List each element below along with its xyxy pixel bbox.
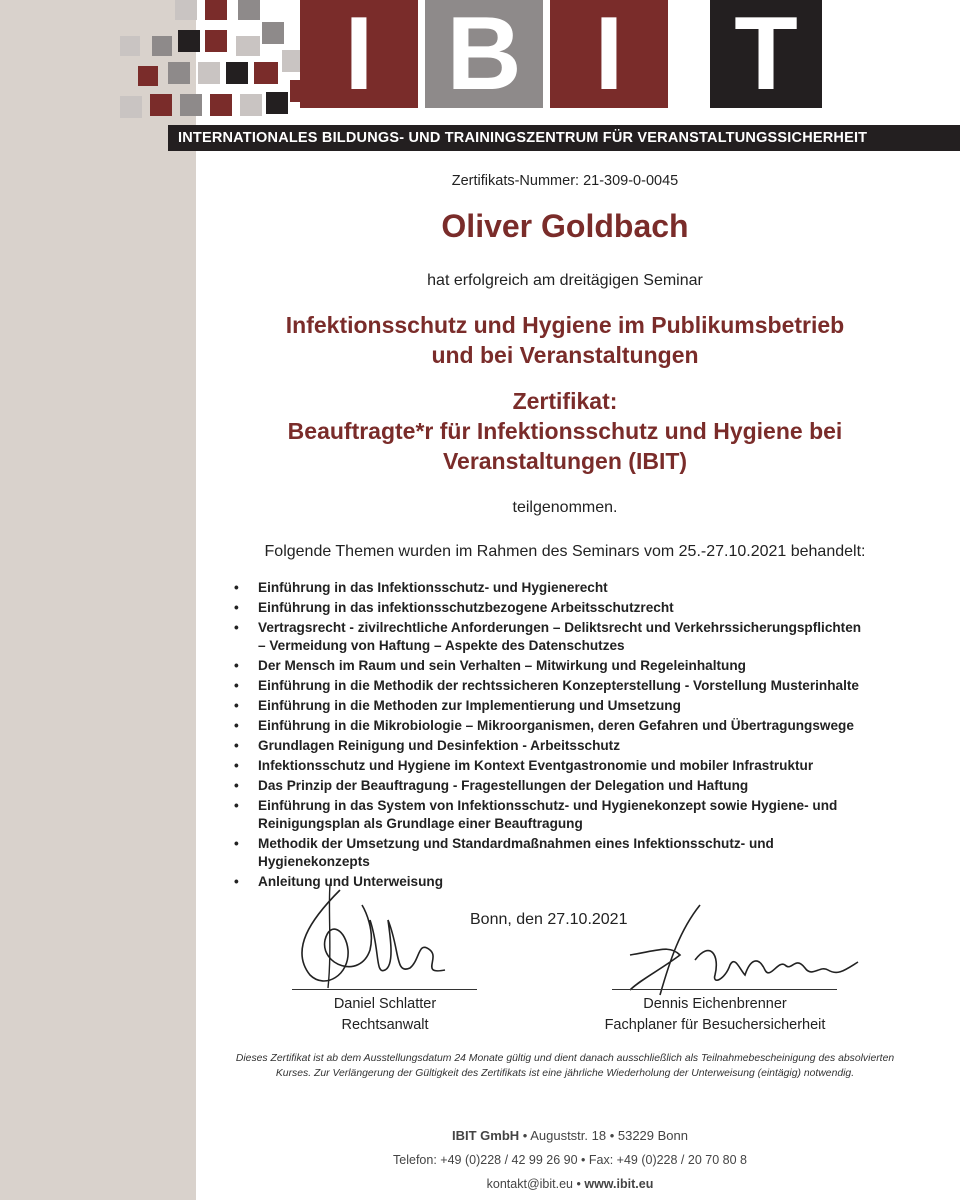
bullet-icon: •: [234, 873, 239, 889]
certificate-title-line-1: Beauftragte*r für Infektionsschutz und Hygiene bei: [287, 418, 843, 444]
certificate-title: [170, 386, 960, 476]
header-logo-mosaic: [0, 0, 960, 125]
participated-text: teilgenommen.: [512, 499, 618, 516]
topic-line: – Vermeidung von Haftung – Aspekte des Datenschutzes: [258, 637, 625, 653]
mosaic-square: [236, 36, 260, 56]
topic-item: [232, 737, 932, 755]
footer-contact: [360, 1177, 780, 1191]
mosaic-square: [205, 0, 227, 20]
bullet-icon: •: [234, 697, 239, 713]
validity-disclaimer: Dieses Zertifikat ist ab dem Ausstellungsdatum 24 Monate gültig und dient danach ausschließlich als Teilnahmebescheinigung des absolvierten Kurses. Zur Verlängerung der Gültigkeit des Zertifikats ist eine jährliche Wiederholung der Unterweisung (eintägig) notwendig.: [235, 1053, 895, 1079]
left-signature-line: [292, 989, 477, 990]
topic-item: [232, 757, 932, 775]
bullet-icon: •: [234, 677, 239, 693]
left-signer-role: Rechtsanwalt: [341, 1017, 429, 1033]
recipient-name: Oliver Goldbach: [441, 208, 689, 244]
bullet-icon: •: [234, 758, 239, 774]
topic-line: Grundlagen Reinigung und Desinfektion - Arbeitsschutz: [258, 738, 621, 754]
mosaic-square: [238, 0, 260, 20]
topic-item: [232, 677, 932, 695]
footer-phone: Telefon: +49 (0)228 / 42 99 26 90 • Fax: +49 (0)228 / 20 70 80 8: [393, 1153, 747, 1167]
topic-line: Das Prinzip der Beauftragung - Fragestellungen der Delegation und Haftung: [258, 778, 749, 794]
right-signer: [580, 994, 850, 1036]
bullet-icon: •: [234, 600, 239, 616]
topic-item: [232, 697, 932, 715]
intro-text: hat erfolgreich am dreitägigen Seminar: [427, 272, 703, 289]
bullet-icon: •: [234, 718, 239, 734]
right-signature-line: [612, 989, 837, 990]
bullet-icon: •: [234, 620, 239, 636]
mosaic-square: [120, 36, 140, 56]
logo-letter-i: I: [300, 0, 418, 108]
bullet-icon: •: [234, 738, 239, 754]
mosaic-square: [178, 30, 200, 52]
mosaic-square: [210, 94, 232, 116]
footer-website[interactable]: www.ibit.eu: [584, 1177, 654, 1191]
mosaic-square: [205, 30, 227, 52]
certificate-title-line-2: Veranstaltungen (IBIT): [442, 448, 688, 474]
topic-line: Einführung in das Infektionsschutz- und Hygienerecht: [258, 580, 608, 595]
topic-item: [232, 619, 932, 654]
footer-separator: •: [573, 1177, 585, 1191]
topic-line: Vertragsrecht - zivilrechtliche Anforderungen – Deliktsrecht und Verkehrssicherungspflichten: [258, 620, 862, 636]
left-signature-drawing: [270, 880, 460, 995]
topic-line: Einführung in die Methodik der rechtssicheren Konzepterstellung - Vorstellung Musterinhalte: [258, 677, 859, 693]
seminar-title-line-1: Infektionsschutz und Hygiene im Publikumsbetrieb: [285, 312, 845, 338]
right-signer-role: Fachplaner für Besuchersicherheit: [604, 1017, 826, 1033]
mosaic-square: [198, 62, 220, 84]
bullet-icon: •: [234, 798, 239, 814]
mosaic-square: [138, 66, 158, 86]
topic-item: [232, 599, 932, 617]
left-signer: [300, 994, 470, 1036]
logo-letter-i-second: I: [550, 0, 668, 108]
mosaic-square: [254, 62, 278, 84]
mosaic-square: [120, 96, 142, 118]
topic-item: [232, 777, 932, 795]
topic-line: Einführung in die Methoden zur Implementierung und Umsetzung: [258, 697, 681, 713]
footer-company: [360, 1128, 780, 1143]
right-signer-name: Dennis Eichenbrenner: [643, 996, 787, 1012]
mosaic-square: [226, 62, 248, 84]
footer-company-name: IBIT GmbH: [451, 1128, 520, 1143]
topics-intro: Folgende Themen wurden im Rahmen des Seminars vom 25.-27.10.2021 behandelt:: [264, 543, 866, 560]
mosaic-square: [168, 62, 190, 84]
mosaic-square: [175, 0, 197, 20]
logo-letter-b: B: [425, 0, 543, 108]
topics-list: [232, 579, 932, 893]
topic-line: Infektionsschutz und Hygiene im Kontext Eventgastronomie und mobiler Infrastruktur: [258, 758, 814, 774]
mosaic-square: [240, 94, 262, 116]
bullet-icon: •: [234, 580, 239, 595]
topic-item: [232, 717, 932, 735]
topic-line: Einführung in das System von Infektionsschutz- und Hygienekonzept sowie Hygiene- und: [258, 798, 838, 814]
certificate-label: Zertifikat:: [512, 388, 618, 414]
certificate-number: Zertifikats-Nummer: 21-309-0-0045: [451, 173, 679, 189]
mosaic-square: [152, 36, 172, 56]
bullet-icon: •: [234, 657, 239, 673]
mosaic-square: [150, 94, 172, 116]
footer-email[interactable]: kontakt@ibit.eu: [486, 1177, 574, 1191]
topic-line: Der Mensch im Raum und sein Verhalten – Mitwirkung und Regeleinhaltung: [258, 657, 746, 673]
topic-line: Einführung in die Mikrobiologie – Mikroorganismen, deren Gefahren und Übertragungswege: [258, 718, 854, 734]
topic-line: Methodik der Umsetzung und Standardmaßnahmen eines Infektionsschutz- und: [258, 836, 774, 852]
topic-item: [232, 657, 932, 675]
mosaic-square: [262, 22, 284, 44]
topic-item: [232, 835, 932, 870]
header-banner: INTERNATIONALES BILDUNGS- UND TRAININGSZENTRUM FÜR VERANSTALTUNGSSICHERHEIT: [168, 125, 960, 151]
mosaic-square: [180, 94, 202, 116]
topic-item: [232, 797, 932, 832]
mosaic-square: [266, 92, 288, 114]
topic-line: Einführung in das infektionsschutzbezogene Arbeitsschutzrecht: [258, 600, 674, 616]
topic-line: Hygienekonzepts: [258, 853, 370, 869]
left-signer-name: Daniel Schlatter: [333, 996, 437, 1012]
seminar-title-line-2: und bei Veranstaltungen: [431, 342, 699, 368]
bullet-icon: •: [234, 836, 239, 852]
topic-item: [232, 579, 932, 597]
footer-address: • Auguststr. 18 • 53229 Bonn: [519, 1128, 688, 1143]
topic-line: Reinigungsplan als Grundlage einer Beauftragung: [258, 815, 583, 831]
place-date: Bonn, den 27.10.2021: [470, 911, 628, 928]
seminar-title: [170, 310, 960, 370]
bullet-icon: •: [234, 778, 239, 794]
logo-letter-t: T: [710, 0, 822, 108]
topic-line: Anleitung und Unterweisung: [258, 873, 444, 889]
